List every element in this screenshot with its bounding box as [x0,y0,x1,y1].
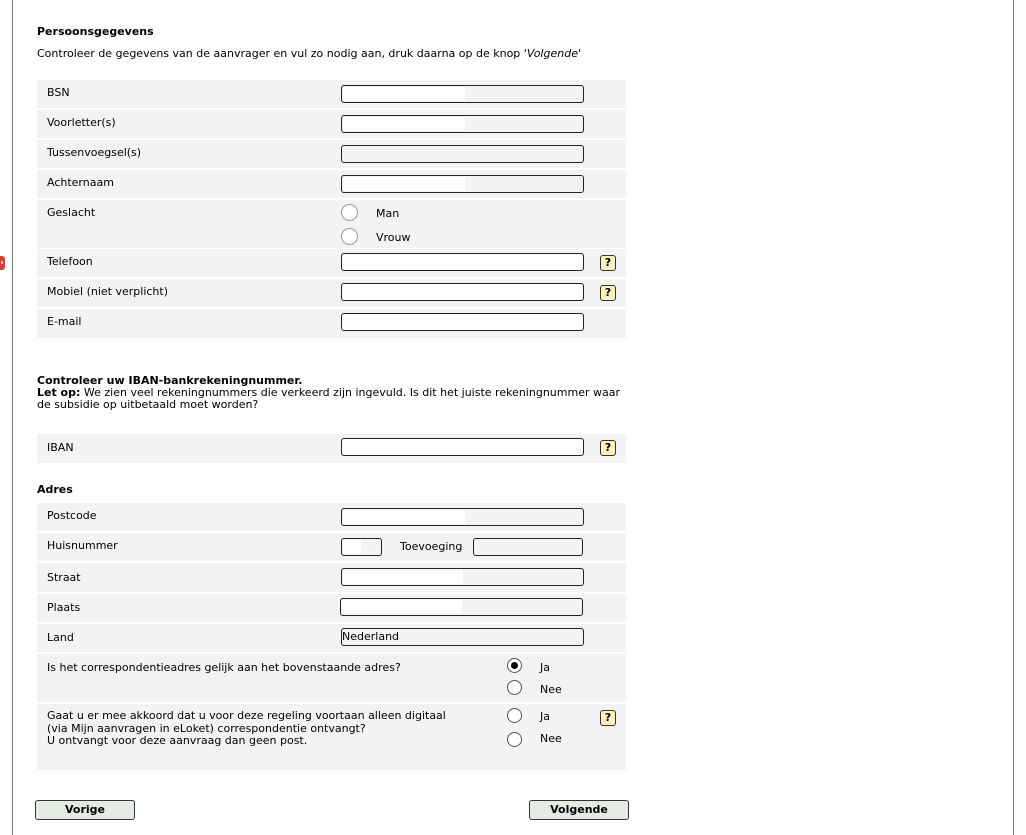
digital-nee-label: Nee [540,732,562,745]
geslacht-man-radio[interactable] [341,204,358,221]
voorletters-input[interactable] [341,115,584,133]
bsn-label: BSN [47,86,70,99]
intro-text: Controleer de gegevens van de aanvrager en vul zo nodig aan, druk daarna op de knop [37,47,524,60]
voorletters-label: Voorletter(s) [47,116,116,129]
correspondence-ja-label: Ja [540,661,550,674]
section-heading-address: Adres [37,483,73,496]
iban-warning [37,387,632,411]
digital-question [47,710,446,748]
huisnummer-input[interactable] [341,538,382,556]
next-button[interactable]: Volgende [529,800,629,820]
land-label: Land [47,631,74,644]
digital-help-icon[interactable]: ? [600,710,616,726]
plaats-value-redacted [342,600,462,614]
land-input[interactable] [341,628,584,646]
row-iban [37,434,626,463]
achternaam-value-redacted [343,177,465,191]
correspondence-question: Is het correspondentieadres gelijk aan het bovenstaande adres? [47,661,401,674]
straat-input[interactable] [341,568,584,586]
telefoon-label: Telefoon [47,255,93,268]
right-pane [1014,0,1026,835]
row-correspondence [37,654,626,702]
personal-intro [37,47,581,60]
bsn-value-redacted [343,87,465,101]
row-geslacht [37,200,626,248]
postcode-label: Postcode [47,509,97,522]
row-email [37,309,626,338]
achternaam-label: Achternaam [47,176,114,189]
geslacht-vrouw-label: Vrouw [376,231,411,244]
correspondence-nee-label: Nee [540,683,562,696]
telefoon-input[interactable] [341,253,584,271]
digital-question-line-3: U ontvangt voor deze aanvraag dan geen post. [47,734,308,747]
row-straat [37,563,626,592]
iban-warning-bold: Let op: [37,386,81,399]
email-label: E-mail [47,315,82,328]
mobiel-label: Mobiel (niet verplicht) [47,285,168,298]
row-plaats [37,594,626,622]
toevoeging-label: Toevoeging [400,540,463,553]
geslacht-vrouw-radio[interactable] [341,228,358,245]
left-border [12,0,13,835]
digital-ja-radio[interactable] [507,708,522,723]
postcode-input[interactable] [341,508,584,526]
correspondence-ja-radio[interactable] [507,658,522,673]
toevoeging-input[interactable] [473,538,583,556]
intro-emphasis: 'Volgende' [523,47,581,60]
digital-question-line-2: (via Mijn aanvragen in eLoket) correspondentie ontvangt? [47,721,366,735]
previous-button[interactable]: Vorige [35,800,135,820]
huisnummer-label: Huisnummer [47,539,118,552]
tussenvoegsel-input[interactable] [341,145,584,163]
mobiel-help-icon[interactable]: ? [600,285,616,301]
iban-notice [37,375,632,411]
row-postcode [37,503,626,531]
plaats-label: Plaats [47,601,81,614]
side-feedback-tab[interactable] [0,256,5,270]
digital-nee-radio[interactable] [507,732,522,747]
straat-value-redacted [343,570,463,584]
row-achternaam [37,170,626,198]
achternaam-input[interactable] [341,175,584,193]
correspondence-nee-radio[interactable] [507,680,522,695]
bsn-input[interactable] [341,85,584,103]
row-digital-correspondence [37,704,626,770]
iban-label: IBAN [47,441,74,454]
plaats-input[interactable] [340,598,583,616]
iban-help-icon[interactable]: ? [600,440,616,456]
iban-heading: Controleer uw IBAN-bankrekeningnummer. [37,374,303,387]
land-value: Nederland [342,630,400,643]
row-bsn [37,80,626,108]
iban-input[interactable] [341,438,584,456]
geslacht-label: Geslacht [47,206,96,219]
digital-ja-label: Ja [540,710,550,723]
email-input[interactable] [341,313,584,331]
geslacht-man-label: Man [376,207,400,220]
straat-label: Straat [47,571,81,584]
mobiel-input[interactable] [341,283,584,301]
row-huisnummer [37,533,626,561]
digital-question-line-1: Gaat u er mee akkoord dat u voor deze regeling voortaan alleen digitaal [47,709,446,722]
postcode-value-redacted [343,510,465,524]
row-tussenvoegsel [37,140,626,168]
huisnummer-value-redacted [343,540,361,554]
voorletters-value-redacted [343,117,465,131]
row-mobiel [37,279,626,307]
row-land [37,624,626,652]
row-telefoon [37,249,626,277]
section-heading-personal: Persoonsgegevens [37,25,154,38]
iban-warning-text: We zien veel rekeningnummers die verkeerd zijn ingevuld. Is dit het juiste rekeningnummer waar de subsidie op uitbetaald moet worden? [37,386,620,411]
telefoon-help-icon[interactable]: ? [600,255,616,271]
row-voorletters [37,110,626,138]
tussenvoegsel-label: Tussenvoegsel(s) [47,146,142,159]
